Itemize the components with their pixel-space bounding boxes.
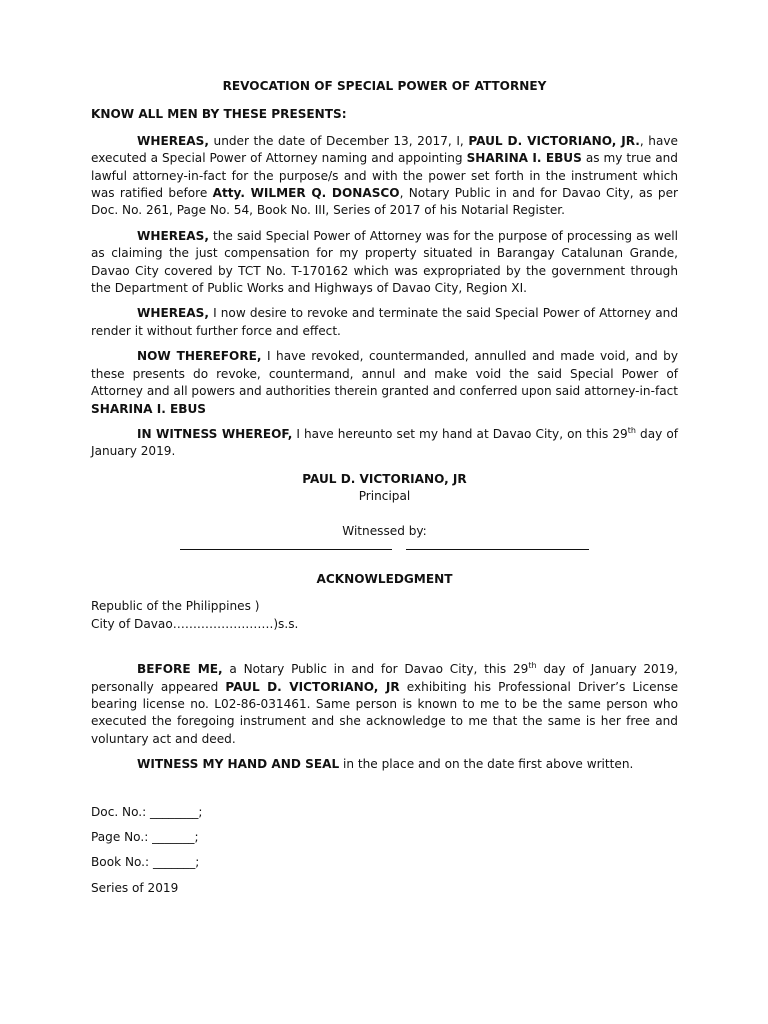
ordinal-suffix: th (528, 661, 537, 671)
principal-role: Principal (358, 489, 411, 504)
paragraph-lead: NOW THEREFORE, (137, 349, 262, 364)
paragraph-text: , Notary Public in and for Davao City, as per Doc. No. 261, Page No. 54, Book No. III, Series of 2017 of his Notarial Register. (91, 186, 678, 218)
document-page (91, 78, 678, 897)
paragraph-lead: WITNESS MY HAND AND SEAL (137, 757, 340, 772)
paragraph-text: day of January 2019, personally appeared (91, 662, 678, 694)
paragraph-text: the said Special Power of Attorney was for the purpose of processing as well as claiming the just compensation for my property situated in Barangay Catalunan Grande, Davao City covered by TCT No. T-170162 which was expropriated by the government through the Department of Public Works and Highways of Davao City, Region XI. (91, 228, 678, 296)
paragraph-text: in the place and on the date first above written. (339, 757, 634, 772)
attorney-name: SHARINA I. EBUS (91, 401, 207, 416)
opening-clause: KNOW ALL MEN BY THESE PRESENTS: (91, 107, 347, 122)
paragraph-text: I have revoked, countermanded, annulled and made void, and by these presents do revoke, countermand, annul and make void the said Special Power of Attorney and all powers and authorities therein granted and conferred upon said attorney-in-fact (91, 349, 678, 399)
attorney-name: SHARINA I. EBUS (466, 151, 582, 166)
paragraph-text: , have executed a Special Power of Attorney naming and appointing (91, 133, 678, 166)
paragraph-lead: WHEREAS, (137, 228, 209, 243)
paragraph-text: under the date of December 13, 2017, I, (208, 133, 469, 148)
principal-name: PAUL D. VICTORIANO, JR (225, 679, 400, 694)
paragraph-lead: WHEREAS, (137, 133, 209, 148)
book-number-line: Book No.: _______; (91, 855, 200, 870)
paragraph-text: day of January 2019. (91, 426, 678, 459)
whereas-paragraph-2 (91, 228, 678, 298)
in-witness-paragraph (91, 426, 678, 461)
witnessed-by-label: Witnessed by: (342, 523, 427, 538)
notary-name: Atty. WILMER Q. DONASCO (212, 186, 400, 201)
witness-signature-lines (91, 540, 678, 550)
paragraph-text: exhibiting his Professional Driver’s License bearing license no. L02-86-031461. Same person is known to me to be the same person who executed the foregoing instrument and she acknowledge to me that the same is her free and voluntary act and deed. (91, 679, 679, 746)
principal-name: PAUL D. VICTORIANO, JR. (468, 133, 640, 148)
principal-signature-name: PAUL D. VICTORIANO, JR (302, 471, 467, 486)
spacer (91, 633, 678, 653)
witness-signature-line-1 (180, 540, 392, 550)
acknowledgment-title: ACKNOWLEDGMENT (316, 571, 453, 586)
venue-country: Republic of the Philippines ) (91, 599, 260, 614)
paragraph-lead: BEFORE ME, (137, 662, 223, 677)
before-me-paragraph (91, 661, 678, 748)
paragraph-text: I now desire to revoke and terminate the said Special Power of Attorney and render it without further force and effect. (91, 306, 678, 338)
venue-city: City of Davao…………………….)s.s. (91, 616, 299, 631)
whereas-paragraph-1 (91, 133, 678, 220)
page-number-line: Page No.: _______; (91, 830, 199, 844)
paragraph-text: as my true and lawful attorney-in-fact for the purpose/s and with the power set forth in the instrument which was ratified before (91, 151, 678, 201)
paragraph-text: I have hereunto set my hand at Davao City, on this 29 (292, 426, 628, 441)
witness-signature-line-2 (406, 540, 589, 550)
whereas-paragraph-3 (91, 305, 678, 340)
witness-hand-seal-paragraph (91, 756, 678, 773)
doc-number-line: Doc. No.: ________; (91, 804, 203, 819)
paragraph-lead: IN WITNESS WHEREOF, (137, 426, 293, 441)
paragraph-text: a Notary Public in and for Davao City, this 29 (222, 662, 529, 677)
document-title: REVOCATION OF SPECIAL POWER OF ATTORNEY (222, 79, 547, 93)
series-line: Series of 2019 (91, 880, 179, 895)
paragraph-lead: WHEREAS, (137, 306, 209, 321)
now-therefore-paragraph (91, 348, 678, 418)
venue-block (91, 598, 678, 633)
ordinal-suffix: th (627, 425, 636, 435)
